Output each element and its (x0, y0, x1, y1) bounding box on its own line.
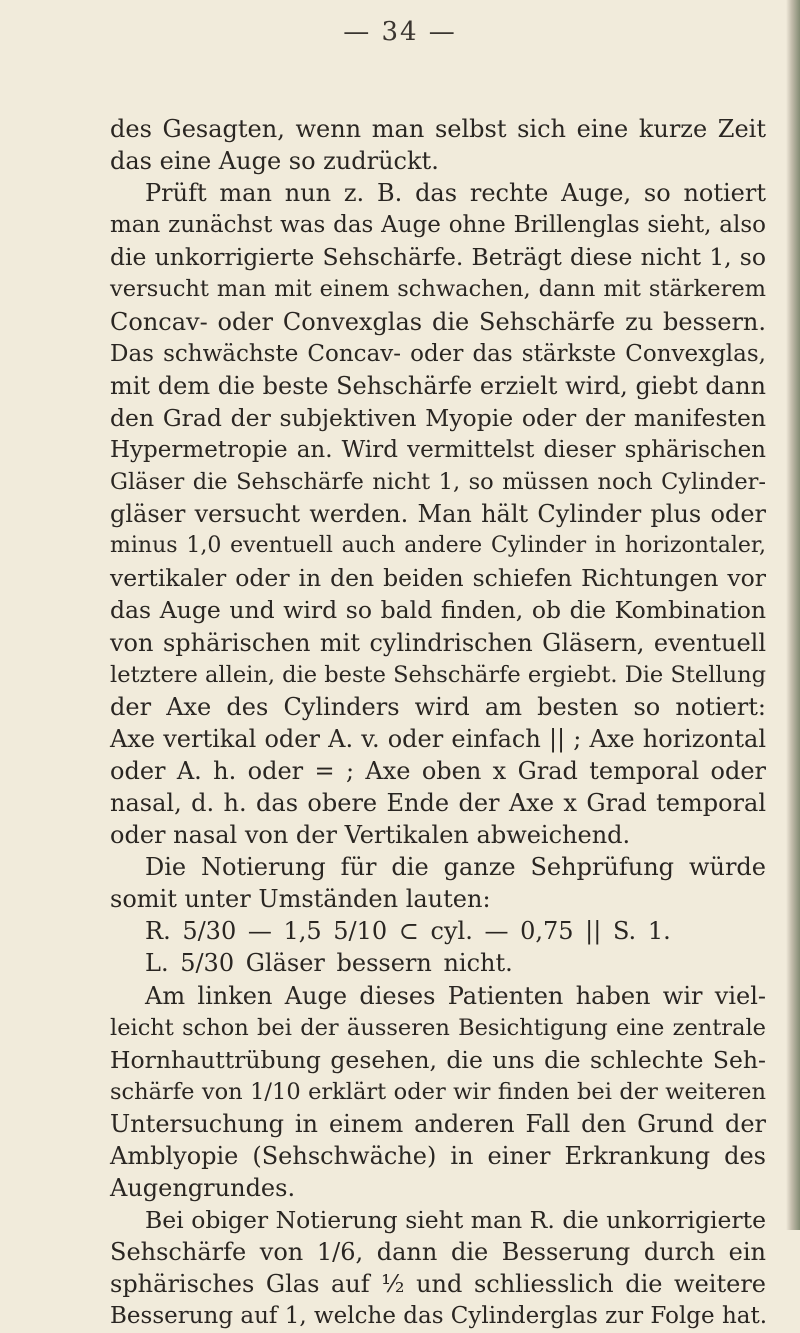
text-line: Hypermetropie an. Wird vermittelst dieser sphärischen (110, 436, 766, 463)
page-edge-shadow (786, 0, 800, 1230)
text-line: leicht schon bei der äusseren Besichtigung eine zentrale (110, 1014, 766, 1041)
text-line: Hornhauttrübung gesehen, die uns die schlechte Seh- (110, 1045, 766, 1074)
text-line: gläser versucht werden. Man hält Cylinder plus oder (110, 500, 766, 529)
text-line: die unkorrigierte Sehschärfe. Beträgt diese nicht 1, so (110, 243, 766, 272)
text-line: Untersuchung in einem anderen Fall den Grund der (110, 1109, 766, 1138)
text-line: somit unter Umständen lauten: (110, 885, 491, 914)
text-line: das Auge und wird so bald finden, ob die Kombination (110, 596, 766, 625)
text-line: versucht man mit einem schwachen, dann mit stärkerem (110, 276, 766, 303)
text-line: Gläser die Sehschärfe nicht 1, so müssen noch Cylinder- (110, 469, 766, 496)
text-line: der Axe des Cylinders wird am besten so notiert: (110, 692, 766, 721)
formula-line: R. 5/30 — 1,5 5/10 ⊂ cyl. — 0,75 || S. 1. (145, 917, 671, 946)
text-line: Am linken Auge dieses Patienten haben wir viel- (145, 981, 766, 1010)
text-line: Prüft man nun z. B. das rechte Auge, so notiert (145, 179, 766, 208)
text-line: mit dem die beste Sehschärfe erzielt wird, giebt dann (110, 371, 766, 400)
text-line: des Gesagten, wenn man selbst sich eine kurze Zeit (110, 115, 766, 143)
text-line: nasal, d. h. das obere Ende der Axe x Grad temporal (110, 788, 766, 817)
text-line: oder nasal von der Vertikalen abweichend. (110, 821, 631, 850)
text-line: letztere allein, die beste Sehschärfe ergiebt. Die Stellung (110, 661, 766, 688)
text-line: Das schwächste Concav- oder das stärkste Convexglas, (110, 340, 766, 367)
text-line: Die Notierung für die ganze Sehprüfung würde (145, 853, 766, 882)
text-line: sphärisches Glas auf ½ und schliesslich die weitere (110, 1270, 766, 1299)
formula-line: L. 5/30 Gläser bessern nicht. (145, 949, 513, 978)
text-line: schärfe von 1/10 erklärt oder wir finden bei der weiteren (110, 1078, 766, 1105)
text-line: Axe vertikal oder A. v. oder einfach || ; Axe horizontal (110, 724, 766, 753)
text-line: Besserung auf 1, welche das Cylinderglas zur Folge hat. (110, 1303, 768, 1330)
text-line: den Grad der subjektiven Myopie oder der manifesten (110, 403, 766, 432)
text-line: Augengrundes. (110, 1174, 296, 1203)
text-line: minus 1,0 eventuell auch andere Cylinder in horizontaler, (110, 533, 766, 559)
text-line: das eine Auge so zudrückt. (110, 147, 439, 176)
text-line: Amblyopie (Sehschwäche) in einer Erkrankung des (110, 1142, 766, 1170)
text-line: vertikaler oder in den beiden schiefen Richtungen vor (110, 564, 766, 593)
text-line: Bei obiger Notierung sieht man R. die unkorrigierte (145, 1206, 766, 1235)
text-line: oder A. h. oder = ; Axe oben x Grad temporal oder (110, 756, 766, 785)
body-text (110, 113, 766, 1333)
page-number: — 34 — (343, 17, 457, 47)
text-line: von sphärischen mit cylindrischen Gläsern, eventuell (110, 628, 766, 657)
text-line: man zunächst was das Auge ohne Brillenglas sieht, also (110, 212, 766, 239)
text-line: Concav- oder Convexglas die Sehschärfe zu bessern. (110, 307, 766, 336)
text-line: Sehschärfe von 1/6, dann die Besserung durch ein (110, 1238, 766, 1267)
